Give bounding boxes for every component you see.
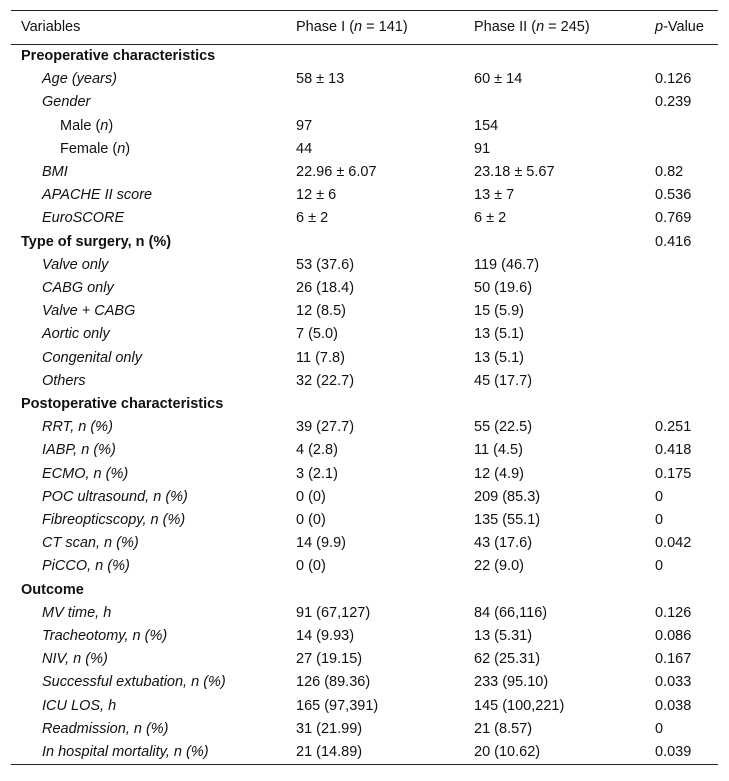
header-row — [11, 11, 718, 45]
variable-cell: ICU LOS, h — [42, 697, 117, 714]
phase1-cell: 27 (19.15) — [296, 651, 363, 668]
variable-cell: Type of surgery, n (%) — [21, 233, 172, 250]
table-row — [11, 625, 718, 648]
pvalue-cell: 0.251 — [655, 419, 692, 436]
header-pvalue-p: p — [655, 19, 664, 35]
phase2-cell: 233 (95.10) — [474, 674, 549, 691]
header-phase2-n: n — [536, 19, 545, 35]
table-row — [11, 695, 718, 718]
phase2-cell: 12 (4.9) — [474, 465, 524, 482]
pvalue-cell: 0.042 — [655, 535, 692, 552]
variable-cell: Congenital only — [42, 349, 142, 366]
phase2-cell: 20 (10.62) — [464, 741, 645, 765]
phase2-cell: 62 (25.31) — [474, 651, 541, 668]
characteristics-table — [11, 10, 718, 765]
n-symbol: n — [100, 117, 109, 134]
variable-cell: Aortic only — [42, 326, 110, 343]
variable-cell: Age (years) — [42, 71, 117, 88]
pvalue-cell: 0.769 — [655, 210, 692, 227]
table-row — [11, 671, 718, 694]
table-row — [11, 115, 718, 138]
phase2-cell: 135 (55.1) — [474, 512, 541, 529]
pvalue-cell: 0 — [655, 488, 664, 505]
phase1-cell: 39 (27.7) — [296, 419, 355, 436]
table-row — [11, 532, 718, 555]
phase2-cell: 60 ± 14 — [474, 71, 523, 88]
variable-cell: APACHE II score — [42, 187, 153, 204]
phase2-cell — [464, 45, 645, 69]
table-row — [11, 277, 718, 300]
phase2-cell: 22 (9.0) — [474, 558, 524, 575]
pvalue-cell — [645, 277, 718, 300]
phase1-cell: 31 (21.99) — [296, 720, 363, 737]
variable-cell: BMI — [42, 164, 68, 181]
pvalue-cell — [645, 300, 718, 323]
phase2-cell: 209 (85.3) — [474, 488, 541, 505]
pvalue-cell: 0 — [655, 512, 664, 529]
variable-cell: Tracheotomy, n (%) — [42, 628, 168, 645]
header-phase2 — [464, 11, 645, 45]
phase2-cell: 13 (5.1) — [474, 349, 524, 366]
table-row — [11, 648, 718, 671]
pvalue-cell: 0.82 — [655, 164, 684, 181]
phase2-cell — [464, 579, 645, 602]
table-row — [11, 718, 718, 741]
phase1-cell: 0 (0) — [296, 558, 326, 575]
variable-cell: Postoperative characteristics — [21, 396, 224, 413]
phase1-cell — [286, 579, 464, 602]
variable-cell: EuroSCORE — [42, 210, 125, 227]
pvalue-cell: 0.126 — [655, 71, 692, 88]
variable-cell: Valve only — [42, 256, 109, 273]
variable-cell: In hospital mortality, n (%) — [11, 741, 286, 765]
table-header — [11, 11, 718, 45]
header-phase1-n: n — [354, 19, 363, 35]
phase1-cell — [286, 45, 464, 69]
pvalue-cell: 0.033 — [655, 674, 692, 691]
phase2-cell: 23.18 ± 5.67 — [474, 164, 555, 181]
header-phase1-suffix: = 141) — [362, 19, 408, 35]
phase1-cell: 3 (2.1) — [296, 465, 338, 482]
section-row — [11, 45, 718, 69]
table-row — [11, 323, 718, 346]
section-row — [11, 579, 718, 602]
variable-cell: Successful extubation, n (%) — [42, 674, 226, 691]
table-row — [11, 91, 718, 114]
phase2-cell: 84 (66,116) — [474, 604, 548, 621]
table-row — [11, 416, 718, 439]
phase2-cell: 145 (100,221) — [474, 697, 565, 714]
header-variables-label: Variables — [21, 19, 81, 35]
pvalue-cell — [645, 138, 718, 161]
variable-cell: Fibreopticscopy, n (%) — [42, 512, 186, 529]
table-row — [11, 370, 718, 393]
pvalue-cell — [645, 254, 718, 277]
pvalue-cell: 0.086 — [655, 628, 692, 645]
variable-cell: Gender — [42, 94, 91, 111]
pvalue-cell: 0.239 — [655, 94, 692, 111]
section-row — [11, 231, 718, 254]
pvalue-cell: 0.536 — [655, 187, 692, 204]
table-row — [11, 138, 718, 161]
phase1-cell: 126 (89.36) — [296, 674, 371, 691]
phase1-cell: 32 (22.7) — [296, 372, 355, 389]
table-row — [11, 602, 718, 625]
table-row — [11, 254, 718, 277]
variable-cell: Valve + CABG — [42, 303, 136, 320]
phase2-cell: 91 — [474, 140, 491, 157]
pvalue-cell — [645, 347, 718, 370]
phase1-cell: 11 (7.8) — [296, 349, 345, 366]
header-pvalue-suffix: -Value — [663, 19, 704, 35]
section-row — [11, 393, 718, 416]
phase1-cell: 14 (9.9) — [296, 535, 346, 552]
variable-cell: Male (n) — [60, 117, 114, 134]
phase2-cell: 119 (46.7) — [474, 256, 540, 273]
phase2-cell: 50 (19.6) — [474, 280, 533, 297]
pvalue-cell: 0.126 — [655, 604, 692, 621]
header-phase1-prefix: Phase I ( — [296, 19, 355, 35]
phase1-cell: 26 (18.4) — [296, 280, 355, 297]
pvalue-cell — [645, 579, 718, 602]
phase2-cell — [464, 393, 645, 416]
phase1-cell: 6 ± 2 — [296, 210, 329, 227]
table-body — [11, 45, 718, 765]
phase2-cell: 13 (5.31) — [474, 628, 533, 645]
phase1-cell: 58 ± 13 — [296, 71, 345, 88]
variable-cell: NIV, n (%) — [42, 651, 108, 668]
variable-cell: ECMO, n (%) — [42, 465, 129, 482]
table-row — [11, 741, 718, 765]
table-row — [11, 68, 718, 91]
phase2-cell: 45 (17.7) — [474, 372, 533, 389]
phase2-cell: 15 (5.9) — [474, 303, 524, 320]
variable-cell: POC ultrasound, n (%) — [42, 488, 188, 505]
pvalue-cell: 0 — [655, 720, 664, 737]
phase1-cell: 14 (9.93) — [296, 628, 355, 645]
variable-cell: Others — [42, 372, 86, 389]
phase1-cell: 4 (2.8) — [296, 442, 338, 459]
pvalue-cell: 0.416 — [655, 233, 692, 250]
header-variables — [11, 11, 286, 45]
pvalue-cell: 0.167 — [655, 651, 692, 668]
pvalue-cell: 0.418 — [655, 442, 692, 459]
variable-cell: CT scan, n (%) — [42, 535, 139, 552]
phase1-cell: 0 (0) — [296, 512, 326, 529]
phase1-cell: 97 — [296, 117, 313, 134]
phase1-cell: 91 (67,127) — [296, 604, 371, 621]
table-row — [11, 509, 718, 532]
phase1-cell: 165 (97,391) — [296, 697, 379, 714]
phase2-cell: 154 — [474, 117, 499, 134]
table-row — [11, 347, 718, 370]
pvalue-cell — [645, 323, 718, 346]
header-phase2-prefix: Phase II ( — [474, 19, 537, 35]
pvalue-cell: 0.038 — [655, 697, 692, 714]
phase1-cell: 0 (0) — [296, 488, 326, 505]
phase1-cell: 12 ± 6 — [296, 187, 337, 204]
phase2-cell: 11 (4.5) — [474, 442, 523, 459]
variable-cell: Readmission, n (%) — [42, 720, 169, 737]
n-symbol: n — [117, 140, 126, 157]
phase1-cell: 21 (14.89) — [286, 741, 464, 765]
pvalue-cell — [645, 115, 718, 138]
phase1-cell — [286, 231, 464, 254]
phase2-cell: 13 (5.1) — [474, 326, 524, 343]
phase2-cell: 55 (22.5) — [474, 419, 533, 436]
phase1-cell: 7 (5.0) — [296, 326, 338, 343]
phase2-cell: 21 (8.57) — [474, 720, 533, 737]
table-row — [11, 463, 718, 486]
variable-cell: RRT, n (%) — [42, 419, 113, 436]
phase2-cell — [464, 231, 645, 254]
pvalue-cell: 0.039 — [645, 741, 718, 765]
pvalue-cell: 0 — [655, 558, 664, 575]
pvalue-cell — [645, 393, 718, 416]
table-row — [11, 555, 718, 578]
variable-cell: Outcome — [21, 581, 84, 598]
table-row — [11, 439, 718, 462]
pvalue-cell: 0.175 — [655, 465, 692, 482]
table-row — [11, 300, 718, 323]
variable-cell: Preoperative characteristics — [21, 48, 216, 64]
phase2-cell: 43 (17.6) — [474, 535, 533, 552]
phase2-cell: 13 ± 7 — [474, 187, 515, 204]
table-row — [11, 161, 718, 184]
variable-cell: Female (n) — [60, 140, 131, 157]
phase1-cell — [286, 393, 464, 416]
variable-cell: PiCCO, n (%) — [42, 558, 130, 575]
variable-cell: MV time, h — [42, 604, 112, 621]
header-phase1 — [286, 11, 464, 45]
phase1-cell: 53 (37.6) — [296, 256, 355, 273]
phase1-cell: 22.96 ± 6.07 — [296, 164, 377, 181]
phase2-cell: 6 ± 2 — [474, 210, 507, 227]
phase1-cell: 44 — [296, 140, 313, 157]
pvalue-cell — [645, 370, 718, 393]
variable-cell: IABP, n (%) — [42, 442, 116, 459]
header-pvalue — [645, 11, 718, 45]
phase2-cell — [464, 91, 645, 114]
table-row — [11, 184, 718, 207]
phase1-cell — [286, 91, 464, 114]
table-row — [11, 486, 718, 509]
phase1-cell: 12 (8.5) — [296, 303, 346, 320]
table-row — [11, 207, 718, 230]
header-phase2-suffix: = 245) — [544, 19, 590, 35]
pvalue-cell — [645, 45, 718, 69]
variable-cell: CABG only — [42, 280, 114, 297]
